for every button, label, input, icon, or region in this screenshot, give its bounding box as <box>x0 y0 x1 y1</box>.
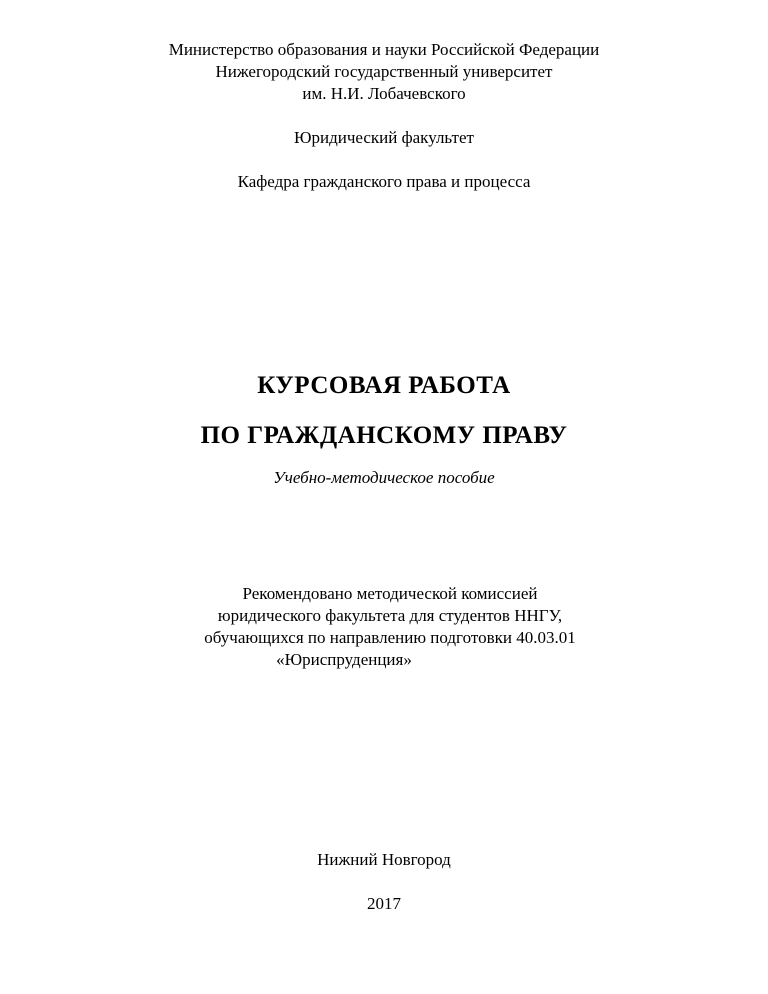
recommendation-line-1: Рекомендовано методической комиссией <box>242 584 538 603</box>
year: 2017 <box>367 894 401 913</box>
city: Нижний Новгород <box>317 850 451 869</box>
recommendation-line-2: юридического факультета для студентов ННГУ, <box>217 606 563 625</box>
university-name-line: им. Н.И. Лобачевского <box>302 84 466 103</box>
recommendation-line-3: обучающихся по направлению подготовки 40.03.01 <box>204 628 576 647</box>
main-title-line-1: КУРСОВАЯ РАБОТА <box>257 372 511 399</box>
faculty-line: Юридический факультет <box>294 128 474 147</box>
subtitle: Учебно-методическое пособие <box>273 468 495 487</box>
recommendation-line-4: «Юриспруденция» <box>276 650 412 669</box>
university-line: Нижегородский государственный университет <box>215 62 553 81</box>
ministry-line: Министерство образования и науки Российской Федерации <box>168 40 600 59</box>
department-line: Кафедра гражданского права и процесса <box>237 172 531 191</box>
main-title-line-2: ПО ГРАЖДАНСКОМУ ПРАВУ <box>200 422 568 449</box>
